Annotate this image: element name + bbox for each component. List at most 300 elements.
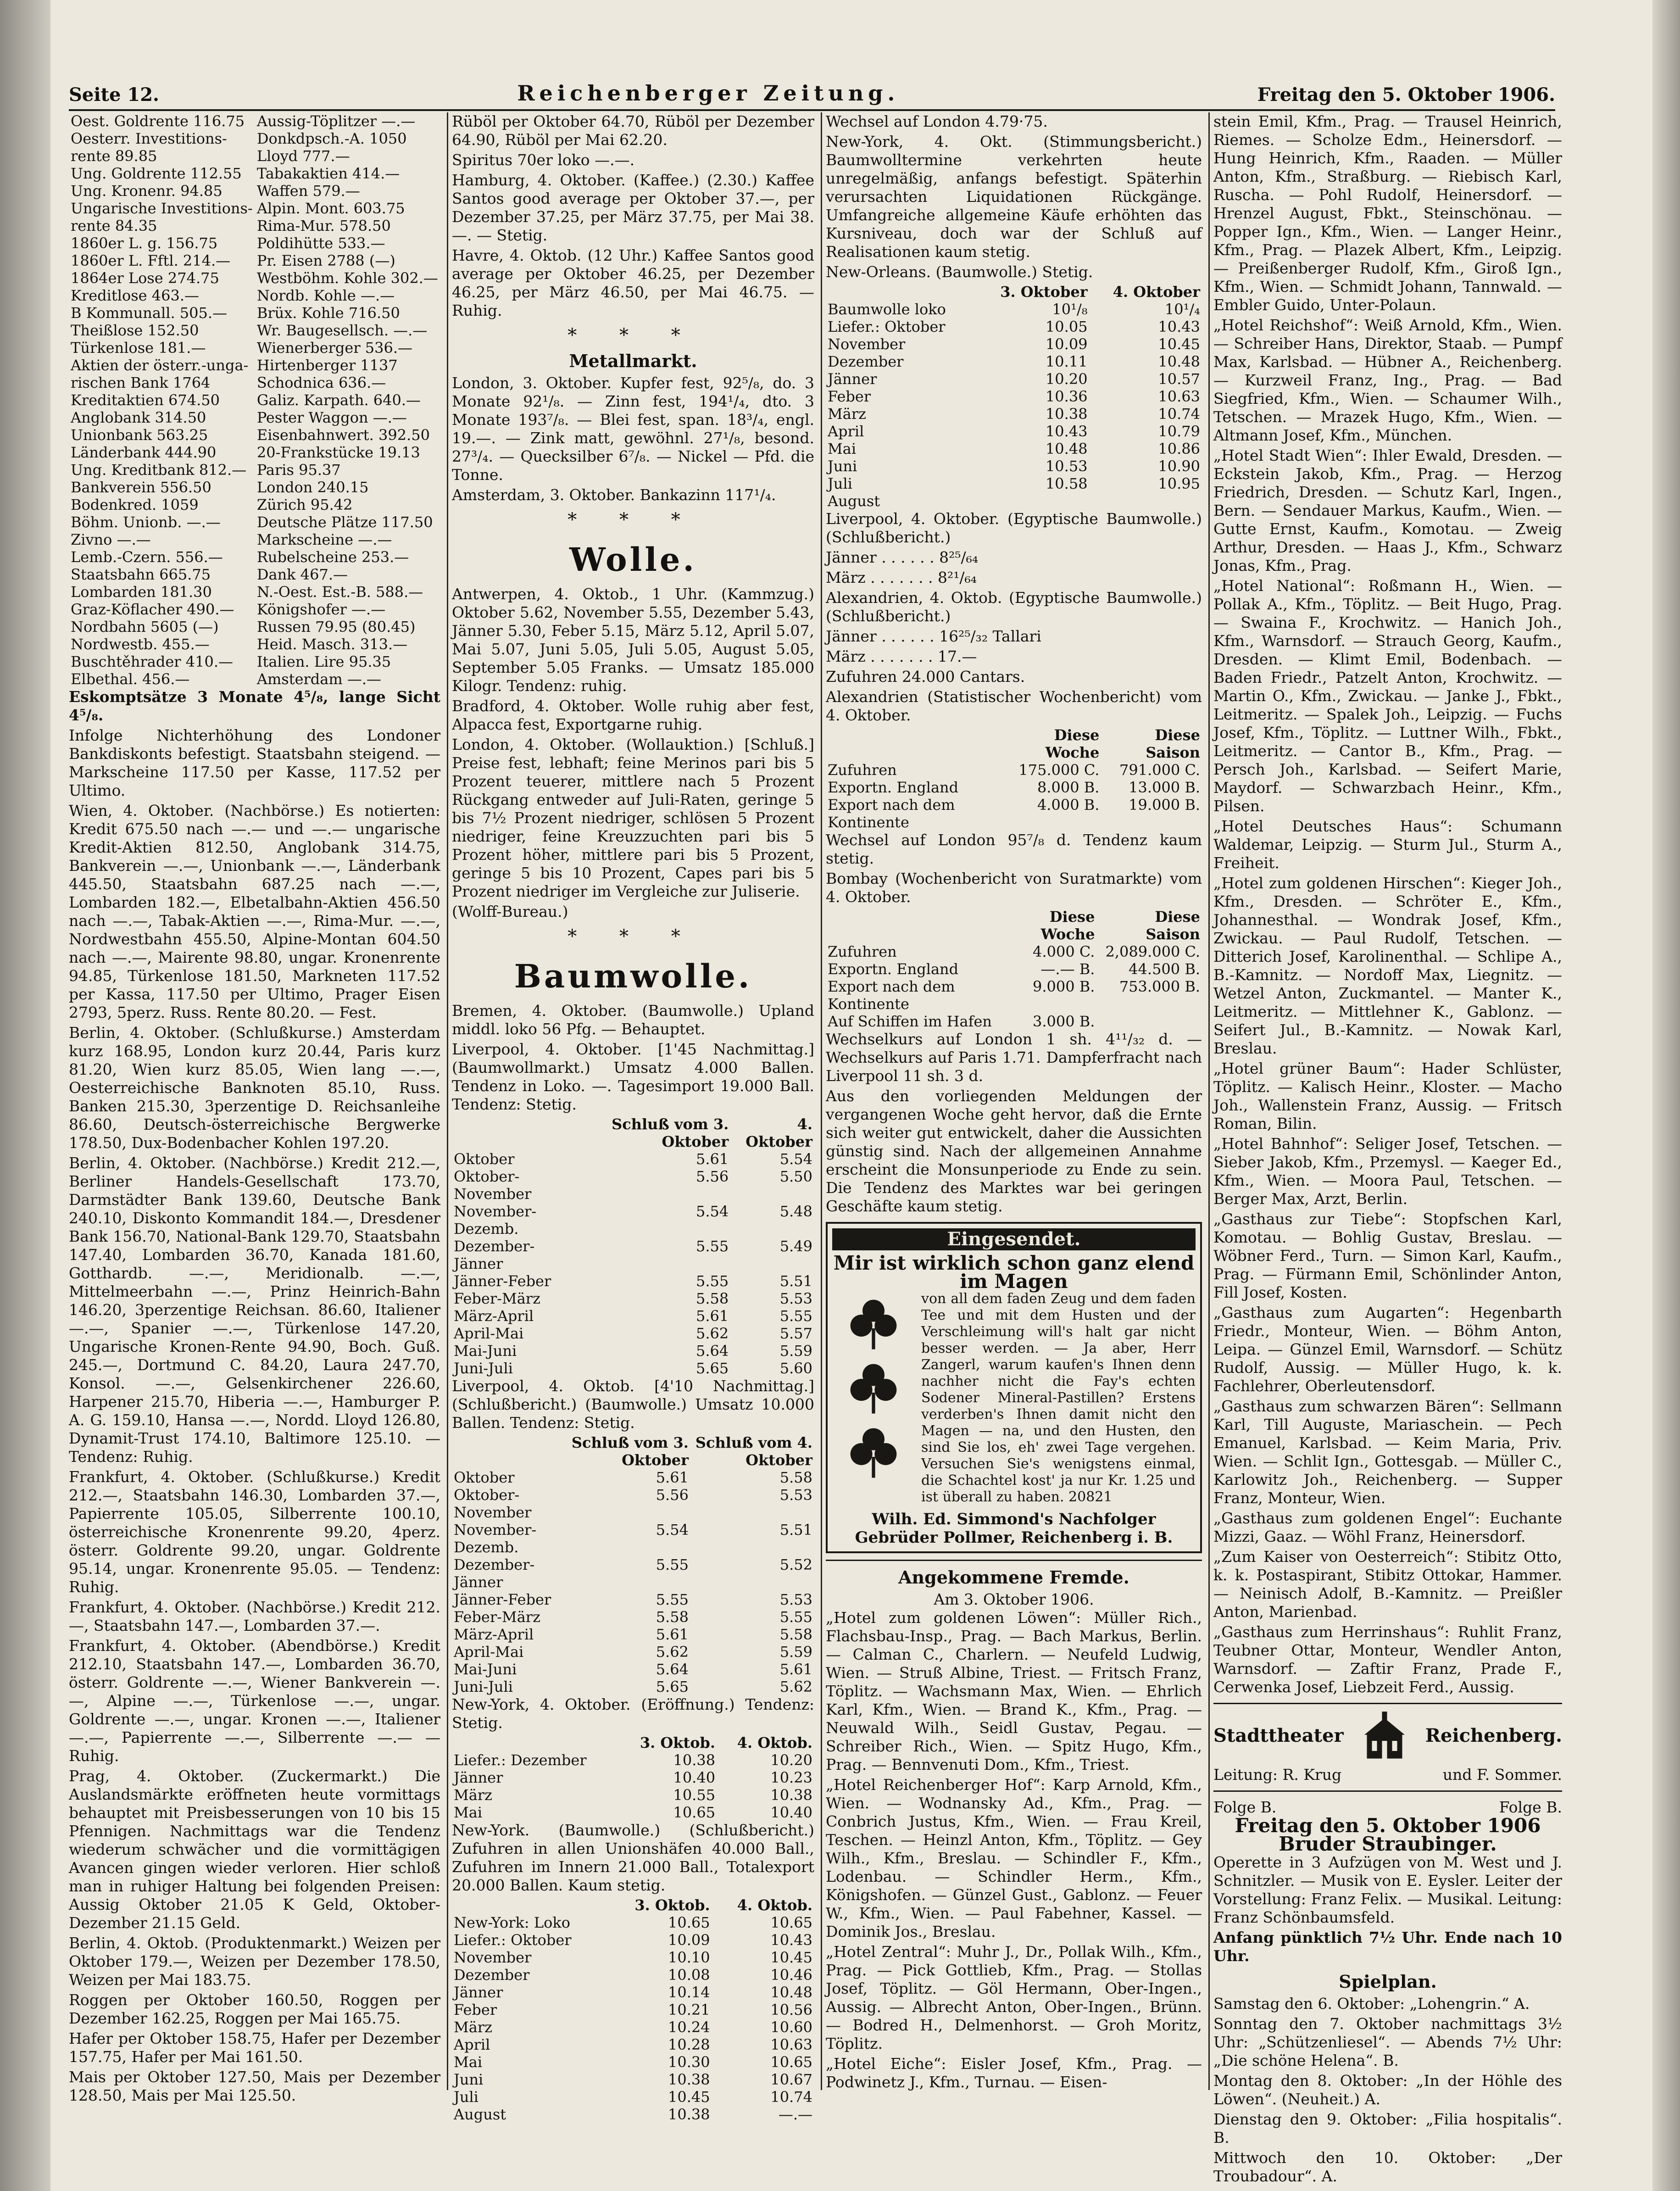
market-report-paragraph: Infolge Nichterhöhung des Londoner Bankdiskonts befestigt. Staatsbahn steigend. — Markscheine 117.50 per Kasse, 117.52 per Ultimo. bbox=[69, 726, 440, 799]
table-cell: Jänner bbox=[454, 1769, 503, 1786]
coffee-report-paragraph: Hamburg, 4. Oktober. (Kaffee.) (2.30.) Kaffee Santos good average per Oktober 37.—, per Dezember 37.25, per März 37.75, per Mai 38.—. — Stetig. bbox=[452, 171, 814, 244]
divider bbox=[1213, 1790, 1562, 1792]
table-cell: 5.53 bbox=[779, 1591, 812, 1608]
table-cell: Exportn. England bbox=[828, 779, 959, 796]
table-row bbox=[452, 1769, 814, 1786]
table-row bbox=[452, 1931, 814, 1949]
table-cell: 10.10 bbox=[668, 1949, 710, 1966]
schedule-entry: Dienstag den 9. Oktober: „Filia hospitalis“. B. bbox=[1213, 2110, 1562, 2146]
table-row bbox=[452, 1626, 814, 1643]
table-cell bbox=[1096, 1013, 1202, 1030]
arrivals-list bbox=[826, 1609, 1202, 2091]
rate-cell: Amsterdam —.— bbox=[256, 670, 382, 688]
table-cell: August bbox=[454, 2106, 506, 2123]
table-cell: 791.000 C. bbox=[1119, 761, 1200, 779]
table-cell: März-April bbox=[454, 1626, 534, 1643]
column-3 bbox=[826, 112, 1210, 2090]
wool-report-paragraph: London, 4. Oktober. (Wollauktion.) [Schluß.] Preise fest, lebhaft; feine Merinos pari bis 5 Prozent teuerer, mittlere nach 5 Prozent Rückgang entweder auf Juli-Raten, geringe 5 bis 7½ Prozent niedriger, schlösen 5 Prozent niedriger, feine Kreuzzuchten pari bis 5 Prozent höher, mittlere pari bis 5 Prozent, geringe 5 bis 10 Prozent, Capes pari bis 5 Prozent niedriger im Vergleiche zur Juliserie. bbox=[452, 736, 814, 900]
table-cell: Liefer.: Oktober bbox=[828, 318, 946, 335]
table-cell: 10.38 bbox=[673, 1751, 716, 1769]
rate-cell: Italien. Lire 95.35 bbox=[256, 653, 391, 670]
performance-time: Anfang pünktlich 7½ Uhr. Ende nach 10 Uhr. bbox=[1213, 1929, 1562, 1965]
table-cell: April bbox=[828, 423, 864, 440]
newyork-2-text: New-York. (Baumwolle.) (Schlußbericht.) Zufuhren in allen Unionshäfen 40.000 Ball., Zufuhren im Innern 21.000 Ball., Totalexport 20.000 Ballen. Kaum stetig. bbox=[452, 1821, 814, 1894]
table-cell: 5.60 bbox=[779, 1360, 812, 1377]
guest-entry: „Zum Kaiser von Oesterreich“: Stibitz Otto, k. k. Postaspirant, Stibitz Ottokar, Hammer. — Neinisch Adolf, B.-Kamnitz. — Preißler Anton, Marienbad. bbox=[1213, 1548, 1562, 1621]
rate-row bbox=[69, 339, 440, 357]
table-cell: Dezember-Jänner bbox=[454, 1238, 535, 1272]
table-cell: 5.55 bbox=[695, 1272, 729, 1290]
table-cell: Mai-Juni bbox=[454, 1661, 517, 1678]
table-cell: 5.55 bbox=[779, 1307, 812, 1325]
table-cell: Juni bbox=[454, 2071, 484, 2088]
theater-folge bbox=[1213, 1798, 1562, 1817]
table-row bbox=[452, 1307, 814, 1325]
table-cell: 5.55 bbox=[779, 1608, 812, 1626]
rate-cell: Pr. Eisen 2788 (—) bbox=[256, 252, 395, 269]
table-cell: 10.56 bbox=[770, 2001, 812, 2018]
table-cell: 5.52 bbox=[779, 1556, 812, 1573]
table-cell: April-Mai bbox=[454, 1325, 524, 1342]
alexandria-table bbox=[826, 726, 1202, 831]
guest-list bbox=[1213, 112, 1562, 1696]
schedule-entry: Montag den 8. Oktober: „In der Höhle des Löwen“. (Neuheit.) A. bbox=[1213, 2072, 1562, 2108]
table-row bbox=[826, 335, 1202, 353]
rate-row bbox=[69, 217, 440, 234]
table-cell: 5.50 bbox=[779, 1168, 812, 1185]
table-row bbox=[826, 475, 1202, 492]
table-cell: 4.000 B. bbox=[1037, 796, 1100, 814]
rate-row bbox=[69, 670, 440, 688]
table-cell: 5.54 bbox=[779, 1150, 812, 1168]
column-header: Diese Woche bbox=[1040, 908, 1095, 943]
direction-left: Leitung: R. Krug bbox=[1213, 1766, 1342, 1784]
column-header: Schluß vom 3. Oktober bbox=[612, 1115, 729, 1150]
rate-row bbox=[69, 147, 440, 165]
table-cell: 5.48 bbox=[779, 1203, 812, 1220]
table-cell: 10.57 bbox=[1158, 370, 1200, 388]
table-cell: 9.000 B. bbox=[1032, 978, 1095, 995]
rate-cell: Kreditlose 463.— bbox=[71, 287, 199, 304]
rate-row bbox=[69, 165, 440, 182]
table-row bbox=[452, 1661, 814, 1678]
coffee-report-paragraph: Spiritus 70er loko —.—. bbox=[452, 151, 635, 169]
table-cell: Auf Schiffen im Hafen bbox=[828, 1013, 992, 1030]
table-cell bbox=[1090, 492, 1202, 510]
rate-row bbox=[69, 653, 440, 670]
table-row bbox=[826, 405, 1202, 423]
section-divider-stars: * * * bbox=[567, 325, 699, 346]
table-cell: 10.20 bbox=[1045, 370, 1088, 388]
rate-cell: Nordbahn 5605 (—) bbox=[71, 618, 219, 636]
advertisement bbox=[826, 1222, 1202, 1553]
table-cell: 5.51 bbox=[779, 1272, 812, 1290]
table-row bbox=[452, 1556, 814, 1591]
rate-cell: Türkenlose 181.— bbox=[71, 339, 206, 357]
table-cell: 10.20 bbox=[770, 1751, 812, 1769]
table-cell: Jänner-Feber bbox=[454, 1591, 551, 1608]
rate-cell: Graz-Köflacher 490.— bbox=[71, 601, 234, 618]
guest-entry: „Hotel Bahnhof“: Seliger Josef, Tetschen. — Sieber Jakob, Kfm., Przemysl. — Kaeger Ed., Kfm., Wien. — Moora Paul, Tetschen. — Berger Max, Arzt, Berlin. bbox=[1213, 1135, 1562, 1208]
rate-row bbox=[69, 391, 440, 409]
table-row bbox=[452, 1608, 814, 1626]
table-row bbox=[452, 1203, 814, 1238]
cotton-report-paragraph: Bremen, 4. Oktober. (Baumwolle.) Upland middl. loko 56 Pfg. — Behauptet. bbox=[452, 1002, 814, 1038]
rate-row bbox=[69, 322, 440, 339]
table-cell: 10.95 bbox=[1158, 475, 1200, 492]
table-row bbox=[826, 796, 1202, 831]
table-row bbox=[452, 2088, 814, 2106]
table-cell: 175.000 C. bbox=[1018, 761, 1100, 779]
table-cell: 10.38 bbox=[668, 2106, 710, 2123]
market-report-paragraph: Berlin, 4. Oktober. (Schlußkurse.) Amsterdam kurz 168.95, London kurz 20.44, Paris kurz 81.20, Wien kurz 85.05, Wien lang —.—, Oesterreichische Banknoten 85.10, Russ. Banken 215.30, 3perzentige D. Reichsanleihe 86.60, Deutsch-österreichische Bergwerke 178.50, Dux-Bodenbacher Kohlen 197.20. bbox=[69, 1024, 440, 1152]
rate-row bbox=[69, 287, 440, 304]
table-cell: —.— bbox=[778, 2106, 812, 2123]
rate-cell: Oest. Goldrente 116.75 bbox=[71, 112, 245, 130]
table-cell: 5.58 bbox=[695, 1290, 729, 1307]
rate-cell: 1864er Lose 274.75 bbox=[71, 269, 219, 287]
market-report-paragraph: Frankfurt, 4. Oktober. (Abendbörse.) Kredit 212.10, Staatsbahn 147.—, Lombarden 36.70, österr. Goldrente —.—, Wiener Bankverein —.—, Alpine —.—, Türkenlose —.—, ungar. Goldrente —.—, ungar. Kronen —.—, Italiener —.—, Papierrente —.—, Silberrente —.— — Ruhig. bbox=[69, 1637, 440, 1765]
rate-cell: Oesterr. Investitions- bbox=[71, 130, 227, 147]
rate-cell: B Kommunall. 505.— bbox=[71, 304, 228, 322]
table-cell: 10.05 bbox=[1045, 318, 1088, 335]
table-cell: 10.48 bbox=[1045, 440, 1088, 457]
table-cell: Baumwolle loko bbox=[828, 301, 946, 318]
metal-report-paragraph: Amsterdam, 3. Oktober. Bankazinn 117¹/₄. bbox=[452, 486, 776, 504]
table-cell: 10.45 bbox=[668, 2088, 710, 2106]
table-cell: Jänner bbox=[454, 1984, 503, 2001]
table-cell: August bbox=[828, 492, 880, 510]
table-cell: Juli bbox=[828, 475, 852, 492]
column-header bbox=[826, 908, 1002, 943]
theater-city: Reichenberg. bbox=[1425, 1725, 1562, 1746]
column-header: Diese Saison bbox=[1146, 908, 1200, 943]
table-cell: 5.61 bbox=[656, 1626, 689, 1643]
guest-entry: „Gasthaus zum goldenen Engel“: Euchante Mizzi, Gaaz. — Wöhl Franz, Heinersdorf. bbox=[1213, 1509, 1562, 1545]
table-cell: 10.28 bbox=[668, 2036, 710, 2053]
liverpool-table-1 bbox=[452, 1115, 814, 1377]
rate-cell: Brüx. Kohle 716.50 bbox=[256, 304, 400, 322]
ad-footer: Wilh. Ed. Simmond's Nachfolger Gebrüder Pollmer, Reichenberg i. B. bbox=[855, 1510, 1173, 1547]
table-row bbox=[826, 301, 1202, 318]
column-header: 4. Oktob. bbox=[737, 1734, 812, 1751]
table-row bbox=[452, 1786, 814, 1804]
clover-icon bbox=[846, 1360, 901, 1415]
column-header: Diese Saison bbox=[1146, 726, 1200, 761]
rate-cell: Böhm. Unionb. —.— bbox=[71, 513, 221, 531]
column-header: 3. Oktob. bbox=[634, 1896, 710, 1914]
clover-icon bbox=[846, 1424, 901, 1479]
table-cell: 2,089.000 C. bbox=[1105, 943, 1200, 960]
table-cell: 5.64 bbox=[656, 1661, 689, 1678]
table-cell: 10.43 bbox=[1045, 423, 1088, 440]
table-cell: Mai bbox=[828, 440, 857, 457]
table-cell: 10.30 bbox=[668, 2053, 710, 2071]
table-cell: —.— B. bbox=[1040, 960, 1095, 978]
vienna-rates-table bbox=[69, 112, 440, 688]
column-header bbox=[826, 726, 1001, 761]
wool-report-paragraph: (Wolff-Bureau.) bbox=[452, 903, 568, 920]
table-cell: Oktober-November bbox=[454, 1486, 532, 1521]
rate-cell: Heid. Masch. 313.— bbox=[256, 636, 408, 653]
rate-cell: Länderbank 444.90 bbox=[71, 444, 217, 461]
table-cell: Oktober bbox=[454, 1150, 515, 1168]
table-row bbox=[826, 370, 1202, 388]
table-cell: 10.46 bbox=[770, 1966, 812, 1984]
table-row bbox=[452, 1469, 814, 1486]
rate-row bbox=[69, 409, 440, 426]
arrival-entry: „Hotel Zentral“: Muhr J., Dr., Pollak Wilh., Kfm., Prag. — Pick Gottlieb, Kfm., Prag. — Stollas Josef, Töplitz. — Göl Hermann, Ober-Ingen., Aussig. — Albrecht Anton, Ober-Ingen., Brünn. — Bodred H., Delmenhorst. — Groh Moritz, Töplitz. bbox=[826, 1943, 1202, 2052]
rate-row bbox=[69, 200, 440, 217]
folge-left: Folge B. bbox=[1213, 1798, 1277, 1816]
table-cell: 10.58 bbox=[1045, 475, 1088, 492]
column-header: 4. Oktober bbox=[745, 1115, 812, 1150]
table-row bbox=[452, 1290, 814, 1307]
table-cell: 44.500 B. bbox=[1129, 960, 1200, 978]
theater-notice bbox=[1213, 1711, 1562, 2185]
table-cell: 3.000 B. bbox=[1032, 1013, 1095, 1030]
cotton-reports bbox=[452, 1002, 814, 1114]
table-cell: 5.62 bbox=[656, 1643, 689, 1661]
rate-cell: Alpin. Mont. 603.75 bbox=[256, 200, 405, 217]
bombay-text: Bombay (Wochenbericht von Suratmarkte) vom 4. Oktober. bbox=[826, 870, 1202, 906]
market-report-paragraph: Wien, 4. Oktober. (Nachbörse.) Es notierten: Kredit 675.50 nach —.— und —.— ungarische Kredit-Aktien 812.50, Anglobank 314.75, Bankverein —.—, Unionbank —.—, Länderbank 445.50, Staatsbahn 687.25 nach —.—, Lombarden 182.—, Elbetalbahn-Aktien 456.50 nach —.—, Tabak-Aktien —.—, Rima-Mur. —.—, Nordwestbahn 455.50, Alpine-Montan 604.50 nach —.—, Mairente 98.80, ungar. Kronenrente 94.85, Türkenlose 181.50, Markneten 117.52 per Kassa, 117.50 per Ultimo, Prager Eisen 2793, 5perz. Russ. Rente 80.20. — Fest. bbox=[69, 802, 440, 1021]
performance-title: Bruder Straubinger. bbox=[1279, 1833, 1497, 1855]
arrivals-date: Am 3. Oktober 1906. bbox=[934, 1590, 1094, 1608]
column-header bbox=[452, 1896, 609, 1914]
scan-edge-left bbox=[0, 0, 50, 2191]
table-cell: 5.57 bbox=[779, 1325, 812, 1342]
table-cell: Mai-Juni bbox=[454, 1342, 517, 1360]
rate-cell: rischen Bank 1764 bbox=[71, 374, 211, 391]
table-row bbox=[452, 1486, 814, 1521]
table-cell: 10.08 bbox=[668, 1966, 710, 1984]
table-cell: 10.74 bbox=[1158, 405, 1200, 423]
coffee-reports bbox=[452, 112, 814, 320]
egyptian-report-line: März . . . . . . . 8²¹/₆₄ bbox=[826, 569, 977, 586]
table-cell: 5.58 bbox=[656, 1608, 689, 1626]
table-cell: 10.65 bbox=[668, 1914, 710, 1931]
newyork-1-text: New-York, 4. Oktober. (Eröffnung.) Tendenz: Stetig. bbox=[452, 1695, 814, 1732]
schedule-entry: Samstag den 6. Oktober: „Lohengrin.“ A. bbox=[1213, 1995, 1530, 2013]
table-cell: Liefer.: Oktober bbox=[454, 1931, 572, 1949]
table-cell: 10.14 bbox=[668, 1984, 710, 2001]
table-cell: 10.40 bbox=[770, 1804, 812, 1821]
rate-row bbox=[69, 513, 440, 531]
table-cell: 5.62 bbox=[779, 1678, 812, 1695]
table-row bbox=[826, 1013, 1202, 1030]
table-cell: 10.65 bbox=[770, 1914, 812, 1931]
issue-date: Freitag den 5. Oktober 1906. bbox=[1257, 84, 1555, 106]
guest-entry: „Gasthaus zum schwarzen Bären“: Sellmann Karl, Till Auguste, Mariaschein. — Pech Emanuel, Karlsbad. — Keim Maria, Priv. Wien. — Schlit Ign., Gottesgab. — Müller C., Karlowitz Joh., Reichenberg. — Supper Franz, Monteur, Wien. bbox=[1213, 1397, 1562, 1507]
rate-row bbox=[69, 479, 440, 496]
column-header bbox=[452, 1734, 620, 1751]
table-cell: 10.65 bbox=[770, 2053, 812, 2071]
table-cell: Oktober-November bbox=[454, 1168, 532, 1203]
theater-header bbox=[1213, 1711, 1562, 1761]
table-cell: 5.59 bbox=[779, 1643, 812, 1661]
market-report-paragraph: Frankfurt, 4. Oktober. (Nachbörse.) Kredit 212.—, Staatsbahn 147.—, Lombarden 37.—. bbox=[69, 1598, 440, 1634]
rate-cell: Ung. Goldrente 112.55 bbox=[71, 165, 242, 182]
column-header: Schluß vom 4. Oktober bbox=[695, 1434, 812, 1469]
rate-cell: Poldihütte 533.— bbox=[256, 234, 385, 252]
guest-entry: „Gasthaus zum Herrinshaus“: Ruhlit Franz, Teubner Ottar, Monteur, Wendler Anton, Warnsdorf. — Zaftir Franz, Prade F., Cerwenka Josef, Liebzeit Ferd., Aussig. bbox=[1213, 1623, 1562, 1696]
table-row bbox=[826, 423, 1202, 440]
rate-row bbox=[69, 566, 440, 583]
table-row bbox=[826, 388, 1202, 405]
eskompte-line: Eskomptsätze 3 Monate 4⁵/₈, lange Sicht 4⁵/₈. bbox=[69, 688, 440, 724]
table-row bbox=[452, 2036, 814, 2053]
table-cell: 5.49 bbox=[779, 1238, 812, 1255]
rate-cell: rente 84.35 bbox=[71, 217, 157, 234]
table-row bbox=[452, 1751, 814, 1769]
table-cell: Liefer.: Dezember bbox=[454, 1751, 587, 1769]
rate-cell: Lombarden 181.30 bbox=[71, 583, 212, 601]
report-paragraph: Wechsel auf London 4.79·75. bbox=[826, 112, 1048, 130]
table-cell: November bbox=[454, 1949, 532, 1966]
table-cell: 10.48 bbox=[1158, 353, 1200, 370]
table-cell: 4.000 C. bbox=[1033, 943, 1095, 960]
rate-cell: 1860er L. g. 156.75 bbox=[71, 234, 218, 252]
rate-row bbox=[69, 618, 440, 636]
table-cell: 5.55 bbox=[656, 1556, 689, 1573]
table-cell: 5.61 bbox=[779, 1661, 812, 1678]
divider bbox=[826, 1560, 1202, 1561]
rate-cell: Elbethal. 456.— bbox=[71, 670, 190, 688]
rate-cell: Lloyd 777.— bbox=[256, 147, 350, 165]
table-cell: März bbox=[454, 1786, 492, 1804]
table-cell: November bbox=[828, 335, 906, 353]
table-row bbox=[452, 1591, 814, 1608]
table-cell: 10.11 bbox=[1045, 353, 1088, 370]
table-cell: 5.61 bbox=[695, 1307, 729, 1325]
table-cell: 10.63 bbox=[770, 2036, 812, 2053]
table-cell: Juni bbox=[828, 457, 857, 475]
arrival-entry: „Hotel Reichenberger Hof“: Karp Arnold, Kfm., Wien. — Wodnansky Ad., Kfm., Prag. — Conbrich Justus, Kfm., Wien. — Frau Kreil, Teschen. — Heinzl Anton, Kfm., Töplitz. — Gey Wilh., Kfm., Breslau. — Schindler F., Kfm., Lodenbau. — Schindler Herm., Kfm., Königshofen. — Günzel Gust., Gablonz. — Feuer W., Kfm., Wien. — Paul Fabehner, Kassel. — Dominik Jos., Breslau. bbox=[826, 1776, 1202, 1940]
column-header: Diese Woche bbox=[1045, 726, 1100, 761]
table-cell: März bbox=[454, 2018, 492, 2036]
table-cell: 10¹/₄ bbox=[1164, 301, 1200, 318]
rate-row bbox=[69, 426, 440, 444]
table-cell: 753.000 B. bbox=[1119, 978, 1200, 995]
table-header bbox=[826, 283, 1202, 301]
rate-cell: Anglobank 314.50 bbox=[71, 409, 206, 426]
rate-row bbox=[69, 583, 440, 601]
table-cell: April bbox=[454, 2036, 490, 2053]
rate-cell: Zürich 95.42 bbox=[256, 496, 353, 513]
column-2 bbox=[452, 112, 822, 2123]
table-header bbox=[452, 1434, 814, 1469]
egyptian-report-line: Zufuhren 24.000 Cantars. bbox=[826, 668, 1025, 686]
table-cell: Juli bbox=[454, 2088, 478, 2106]
rate-cell: Dank 467.— bbox=[256, 566, 348, 583]
table-cell: 10.65 bbox=[673, 1804, 716, 1821]
table-cell: November-Dezemb. bbox=[454, 1521, 537, 1556]
cotton-report-paragraph: Liverpool, 4. Oktober. [1'45 Nachmittag.] (Baumwollmarkt.) Umsatz 4.000 Ballen. Tendenz in Loko. —. Tagesimport 19.000 Ball. Tendenz: Stetig. bbox=[452, 1040, 814, 1113]
egyptian-report-line: Liverpool, 4. Oktober. (Egyptische Baumwolle.) (Schlußbericht.) bbox=[826, 510, 1202, 546]
schedule-entry: Sonntag den 7. Oktober nachmittags 3½ Uhr: „Schützenliesel“. — Abends 7½ Uhr: „Die schöne Helena“. B. bbox=[1213, 2015, 1562, 2069]
direction-right: und F. Sommer. bbox=[1442, 1766, 1562, 1784]
clover-icons bbox=[832, 1291, 915, 1505]
table-cell: Feber-März bbox=[454, 1608, 540, 1626]
table-cell: Jänner bbox=[828, 370, 877, 388]
table-cell: Jänner-Feber bbox=[454, 1272, 551, 1290]
table-header bbox=[826, 908, 1202, 943]
rate-row bbox=[69, 304, 440, 322]
bombay-footer bbox=[826, 1030, 1202, 1215]
column-header bbox=[826, 283, 977, 301]
table-cell: 13.000 B. bbox=[1129, 779, 1200, 796]
rate-cell: Schodnica 636.— bbox=[256, 374, 386, 391]
rate-row bbox=[69, 636, 440, 653]
rate-cell: Wienerberger 536.— bbox=[256, 339, 413, 357]
rate-cell: Ung. Kronenr. 94.85 bbox=[71, 182, 223, 200]
column-header bbox=[452, 1115, 580, 1150]
table-cell: Feber bbox=[454, 2001, 497, 2018]
table-cell: 10.60 bbox=[770, 2018, 812, 2036]
cotton-heading: Baumwolle. bbox=[514, 957, 752, 995]
table-row bbox=[452, 1643, 814, 1661]
table-cell: Feber-März bbox=[454, 1290, 540, 1307]
wool-report-paragraph: Antwerpen, 4. Oktob., 1 Uhr. (Kammzug.) Oktober 5.62, November 5.55, Dezember 5.43, Jänner 5.30, Feber 5.15, März 5.12, April 5.07, Mai 5.07, Juni 5.05, Juli 5.05, August 5.05, September 5.05 Franks. — Umsatz 185.000 Kilogr. Tendenz: ruhig. bbox=[452, 585, 814, 695]
table-row bbox=[452, 1984, 814, 2001]
table-row bbox=[826, 492, 1202, 510]
rate-cell: Paris 95.37 bbox=[256, 461, 341, 479]
rate-cell: Zivno —.— bbox=[71, 531, 151, 548]
column-header: 4. Oktob. bbox=[737, 1896, 812, 1914]
rate-cell: Rima-Mur. 578.50 bbox=[256, 217, 391, 234]
rate-cell: London 240.15 bbox=[256, 479, 369, 496]
table-cell: 5.56 bbox=[695, 1168, 729, 1185]
table-cell: Dezember-Jänner bbox=[454, 1556, 535, 1591]
rate-cell: Nordwestb. 455.— bbox=[71, 636, 210, 653]
page-number: Seite 12. bbox=[69, 84, 159, 106]
guest-entry: stein Emil, Kfm., Prag. — Trausel Heinrich, Riemes. — Scholze Edm., Heinersdorf. — Hung Heinrich, Kfm., Raaden. — Müller Anton, Kfm., Straßburg. — Riebisch Karl, Ruscha. — Pohl Rudolf, Heinersdorf. — Hrenzel August, Fbkt., Steinschönau. — Popper Ign., Kfm., Wien. — Langer Heinr., Kfm., Prag. — Plazek Albert, Kfm., Leipzig. — Preißenberger Rudolf, Kfm., Giroß Ign., Kfm., Wien. — Schmidt Johann, Tannwald. — Embler Guido, Unter-Polaun. bbox=[1213, 112, 1562, 314]
table-row bbox=[452, 1966, 814, 1984]
rate-row bbox=[69, 374, 440, 391]
liverpool-2-text: Liverpool, 4. Oktob. [4'10 Nachmittag.] (Schlußbericht.) (Baumwolle.) Umsatz 10.000 Ballen. Tendenz: Stetig. bbox=[452, 1377, 814, 1432]
table-cell: 5.55 bbox=[656, 1591, 689, 1608]
rate-cell: 20-Frankstücke 19.13 bbox=[256, 444, 420, 461]
column-header bbox=[452, 1434, 567, 1469]
table-cell: 10.53 bbox=[1045, 457, 1088, 475]
egyptian-report-line: Jänner . . . . . . 8²⁵/₆₄ bbox=[826, 548, 979, 566]
guest-entry: „Hotel Deutsches Haus“: Schumann Waldemar, Leipzig. — Sturm Jul., Sturm A., Freiheit. bbox=[1213, 817, 1562, 872]
rate-cell: Lemb.-Czern. 556.— bbox=[71, 548, 223, 566]
table-cell: 5.54 bbox=[695, 1203, 729, 1220]
table-cell: 5.59 bbox=[779, 1342, 812, 1360]
table-cell: März bbox=[828, 405, 866, 423]
divider bbox=[1213, 1703, 1562, 1704]
table-row bbox=[452, 2018, 814, 2036]
table-row bbox=[452, 1342, 814, 1360]
table-header bbox=[826, 726, 1202, 761]
table-row bbox=[452, 1168, 814, 1203]
table-header bbox=[452, 1115, 814, 1150]
table-row bbox=[452, 2053, 814, 2071]
guest-entry: „Hotel Stadt Wien“: Ihler Ewald, Dresden. — Eckstein Jakob, Kfm., Prag. — Herzog Friedrich, Dresden. — Schutz Karl, Ingen., Bern. — Sendauer Markus, Kaufm., Wien. — Gutte Ernst, Kaufm., Komotau. — Zweig Arthur, Dresden. — Haas J., Kfm., Schwarz Jonas, Kfm., Prag. bbox=[1213, 446, 1562, 574]
table-row bbox=[452, 2001, 814, 2018]
newyork-table-1 bbox=[452, 1734, 814, 1821]
table-cell: Export nach dem Kontinente bbox=[828, 796, 955, 831]
guest-entry: „Hotel zum goldenen Hirschen“: Kieger Joh., Kfm., Dresden. — Schröter E., Kfm., Johannesthal. — Wondrak Josef, Kfm., Zwickau. — Paul Rudolf, Tetschen. — Ditterich Josef, Karolinenthal. — Schlipe A., B.-Kamnitz. — Nordoff Max, Liegnitz. — Wetzel Anton, Zuckmantel. — Manter K., Leitmeritz. — Mittlehner K., Gablonz. — Seifert Jul., B.-Kamnitz. — Nowak Karl, Breslau. bbox=[1213, 874, 1562, 1057]
column-header: 3. Oktob. bbox=[640, 1734, 716, 1751]
rate-cell: Markscheine —.— bbox=[256, 531, 392, 548]
market-report-paragraph: Roggen per Oktober 160.50, Roggen per Dezember 162.25, Roggen per Mai 165.75. bbox=[69, 1991, 440, 2027]
coffee-report-paragraph: Havre, 4. Oktob. (12 Uhr.) Kaffee Santos good average per Oktober 46.25, per Dezember 46.25, per März 46.50, per Mai 46.75. — Ruhig. bbox=[452, 246, 814, 319]
table-cell: 10.36 bbox=[1045, 388, 1088, 405]
theater-direction bbox=[1213, 1766, 1562, 1784]
